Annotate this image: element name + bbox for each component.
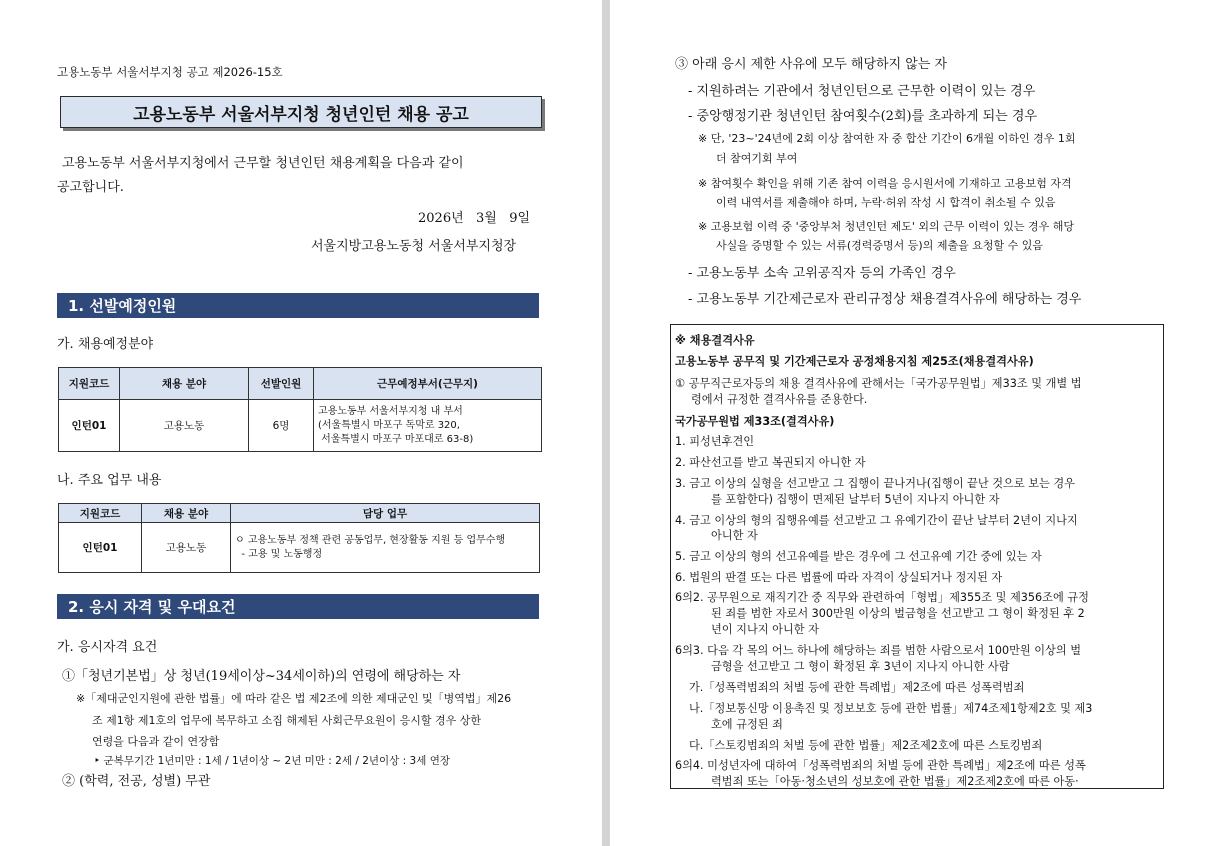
cell-count: 6명 bbox=[249, 400, 314, 452]
note-1-line-1: ※「제대군인지원에 관한 법률」에 따라 같은 법 제2조에 의한 제대군인 및「병역법」제26 bbox=[76, 692, 512, 705]
duty-line-2: - 고용 및 노동행정 bbox=[235, 548, 323, 560]
law-item-5: 5. 금고 이상의 형의 선고유예를 받은 경우에 그 선고유예 기간 중에 있는 자 bbox=[675, 550, 1042, 563]
law-item-6: 6. 법원의 판결 또는 다른 법률에 따라 자격이 상실되거나 정지된 자 bbox=[675, 571, 1003, 584]
note-1-line-2: 조 제1항 제1호의 업무에 복무하고 소집 해제된 사회근무요원이 응시할 경우 상한 bbox=[92, 714, 481, 727]
law-item-na-line-2: 호에 규정된 죄 bbox=[711, 718, 783, 731]
th-field-2: 채용 분야 bbox=[142, 504, 231, 523]
cell-code-2: 인턴01 bbox=[59, 523, 142, 573]
rule-p1-line-2: 령에서 규정한 결격사유를 준용한다. bbox=[691, 393, 868, 406]
cell-code: 인턴01 bbox=[59, 400, 120, 452]
law-item-4-line-2: 아니한 자 bbox=[711, 529, 758, 542]
restriction-3: - 고용노동부 소속 고위공직자 등의 가족인 경우 bbox=[688, 266, 956, 281]
rule-p1-line-1: ① 공무직근로자등의 채용 결격사유에 관해서는「국가공무원법」제33조 및 개별 법 bbox=[675, 377, 1082, 390]
note-a-line-2: 더 참여기회 부여 bbox=[716, 152, 798, 165]
recruitment-table bbox=[58, 367, 542, 452]
box-heading: ※ 채용결격사유 bbox=[675, 334, 755, 347]
eligibility-item-3: ③ 아래 응시 제한 사유에 모두 해당하지 않는 자 bbox=[675, 57, 948, 72]
restriction-1: - 지원하려는 기관에서 청년인턴으로 근무한 이력이 있는 경우 bbox=[688, 84, 1036, 99]
cell-field-2: 고용노동 bbox=[142, 523, 231, 573]
section-2-heading: 2. 응시 자격 및 우대요건 bbox=[57, 594, 539, 619]
note-c-line-1: ※ 고용보험 이력 중 '중앙부처 청년인턴 제도' 외의 근무 이력이 있는 경우 해당 bbox=[698, 220, 1075, 233]
military-service-bullet: ‣ 군복무기간 1년미만 : 1세 / 1년이상 ~ 2년 미만 : 2세 / 2년이상 : 3세 연장 bbox=[94, 755, 450, 767]
cell-dept bbox=[314, 400, 542, 452]
cell-duty bbox=[231, 523, 540, 573]
law-item-6-3-line-2: 금형을 선고받고 그 형이 확정된 후 3년이 지나지 아니한 사람 bbox=[711, 660, 1010, 673]
th-duty: 담당 업무 bbox=[231, 504, 540, 523]
law-item-na-line-1: 나.「정보통신망 이용촉진 및 정보보호 등에 관한 법률」제74조제1항제2호 및 제3 bbox=[689, 702, 1093, 715]
cell-field: 고용노동 bbox=[120, 400, 249, 452]
law-item-6-4-line-2: 력범죄 또는「아동·청소년의 성보호에 관한 법률」제2조제2호에 따른 아동· bbox=[711, 775, 1079, 788]
document-title: 고용노동부 서울서부지청 청년인턴 채용 공고 bbox=[60, 96, 542, 128]
th-code: 지원코드 bbox=[59, 368, 120, 400]
document-page-left bbox=[0, 0, 602, 846]
issuer: 서울지방고용노동청 서울서부지청장 bbox=[311, 239, 517, 254]
disqualification-box bbox=[670, 324, 1164, 789]
law-item-6-2-line-2: 된 죄를 범한 자로서 300만원 이상의 벌금형을 선고받고 그 형이 확정된 후 2 bbox=[711, 607, 1085, 620]
section-1-heading: 1. 선발예정인원 bbox=[57, 293, 539, 318]
th-code-2: 지원코드 bbox=[59, 504, 142, 523]
law-item-2: 2. 파산선고를 받고 복권되지 아니한 자 bbox=[675, 456, 866, 469]
eligibility-item-2: ② (학력, 전공, 성별) 무관 bbox=[62, 774, 211, 789]
law-item-1: 1. 피성년후견인 bbox=[675, 435, 755, 448]
duty-table bbox=[58, 503, 540, 573]
note-b-line-2: 이력 내역서를 제출해야 하며, 누락·허위 작성 시 합격이 취소될 수 있음 bbox=[716, 196, 1056, 209]
law-item-6-3-line-1: 6의3. 다음 각 목의 어느 하나에 해당하는 죄를 범한 사람으로서 100만원 이상의 벌 bbox=[675, 644, 1082, 657]
law-item-4-line-1: 4. 금고 이상의 형의 집행유예를 선고받고 그 유예기간이 끝난 날부터 2년이 지나지 bbox=[675, 514, 1078, 527]
rule-title: 고용노동부 공무직 및 기간제근로자 공정채용지침 제25조(채용결격사유) bbox=[675, 355, 1034, 368]
page-gutter bbox=[602, 0, 610, 846]
eligibility-item-1: ①「청년기본법」상 청년(19세이상~34세이하)의 연령에 해당하는 자 bbox=[62, 669, 461, 684]
dept-line-3: 서울특별시 마포구 마포대로 63-8) bbox=[318, 433, 474, 445]
subheading-na: 나. 주요 업무 내용 bbox=[57, 473, 162, 488]
note-b-line-1: ※ 참여횟수 확인을 위해 기존 참여 이력을 응시원서에 기재하고 고용보험 자격 bbox=[698, 177, 1072, 190]
law-item-3-line-2: 를 포함한다) 집행이 면제된 날부터 5년이 지나지 아니한 자 bbox=[711, 493, 1000, 506]
notice-number: 고용노동부 서울서부지청 공고 제2026-15호 bbox=[57, 65, 283, 79]
dept-line-1: 고용노동부 서울서부지청 내 부서 bbox=[318, 405, 463, 417]
note-a-line-1: ※ 단, '23~'24년에 2회 이상 참여한 자 중 합산 기간이 6개월 이하인 경우 1회 bbox=[698, 132, 1076, 145]
law-item-ga: 가.「성폭력범죄의 처벌 등에 관한 특례법」제2조에 따른 성폭력범죄 bbox=[689, 681, 1025, 694]
th-count: 선발인원 bbox=[249, 368, 314, 400]
intro-line-2: 공고합니다. bbox=[57, 180, 124, 195]
table-row bbox=[59, 523, 540, 573]
law-item-3-line-1: 3. 금고 이상의 실형을 선고받고 그 집행이 끝나거나(집행이 끝난 것으로 보는 경우 bbox=[675, 477, 1075, 490]
th-field: 채용 분야 bbox=[120, 368, 249, 400]
document-page-right bbox=[610, 0, 1216, 846]
law-item-da: 다.「스토킹범죄의 처벌 등에 관한 법률」제2조제2호에 따른 스토킹범죄 bbox=[689, 739, 1043, 752]
subheading-ga-2: 가. 응시자격 요건 bbox=[57, 640, 158, 655]
law-item-6-4-line-1: 6의4. 미성년자에 대하여「성폭력범죄의 처벌 등에 관한 특례법」제2조에 따른 성폭 bbox=[675, 759, 1086, 772]
duty-line-1: ㅇ 고용노동부 정책 관련 공동업무, 현장활동 지원 등 업무수행 bbox=[235, 534, 506, 546]
law-item-6-2-line-3: 년이 지나지 아니한 자 bbox=[711, 623, 819, 636]
restriction-4: - 고용노동부 기간제근로자 관리규정상 채용결격사유에 해당하는 경우 bbox=[688, 292, 1082, 307]
law-title: 국가공무원법 제33조(결격사유) bbox=[675, 415, 835, 428]
intro-line-1: 고용노동부 서울서부지청에서 근무할 청년인턴 채용계획을 다음과 같이 bbox=[62, 156, 464, 171]
table-row bbox=[59, 400, 542, 452]
note-c-line-2: 사실을 증명할 수 있는 서류(경력증명서 등)의 제출을 요청할 수 있음 bbox=[716, 239, 1043, 252]
restriction-2: - 중앙행정기관 청년인턴 참여횟수(2회)를 초과하게 되는 경우 bbox=[688, 109, 1037, 124]
note-1-line-3: 연령을 다음과 같이 연장함 bbox=[92, 735, 220, 748]
subheading-ga: 가. 채용예정분야 bbox=[57, 337, 154, 352]
law-item-6-2-line-1: 6의2. 공무원으로 재직기간 중 직무와 관련하여「형법」제355조 및 제356조에 규정 bbox=[675, 591, 1089, 604]
notice-date: 2026년 3월 9일 bbox=[418, 211, 531, 226]
th-dept: 근무예정부서(근무지) bbox=[314, 368, 542, 400]
dept-line-2: (서울특별시 마포구 독막로 320, bbox=[318, 419, 460, 431]
